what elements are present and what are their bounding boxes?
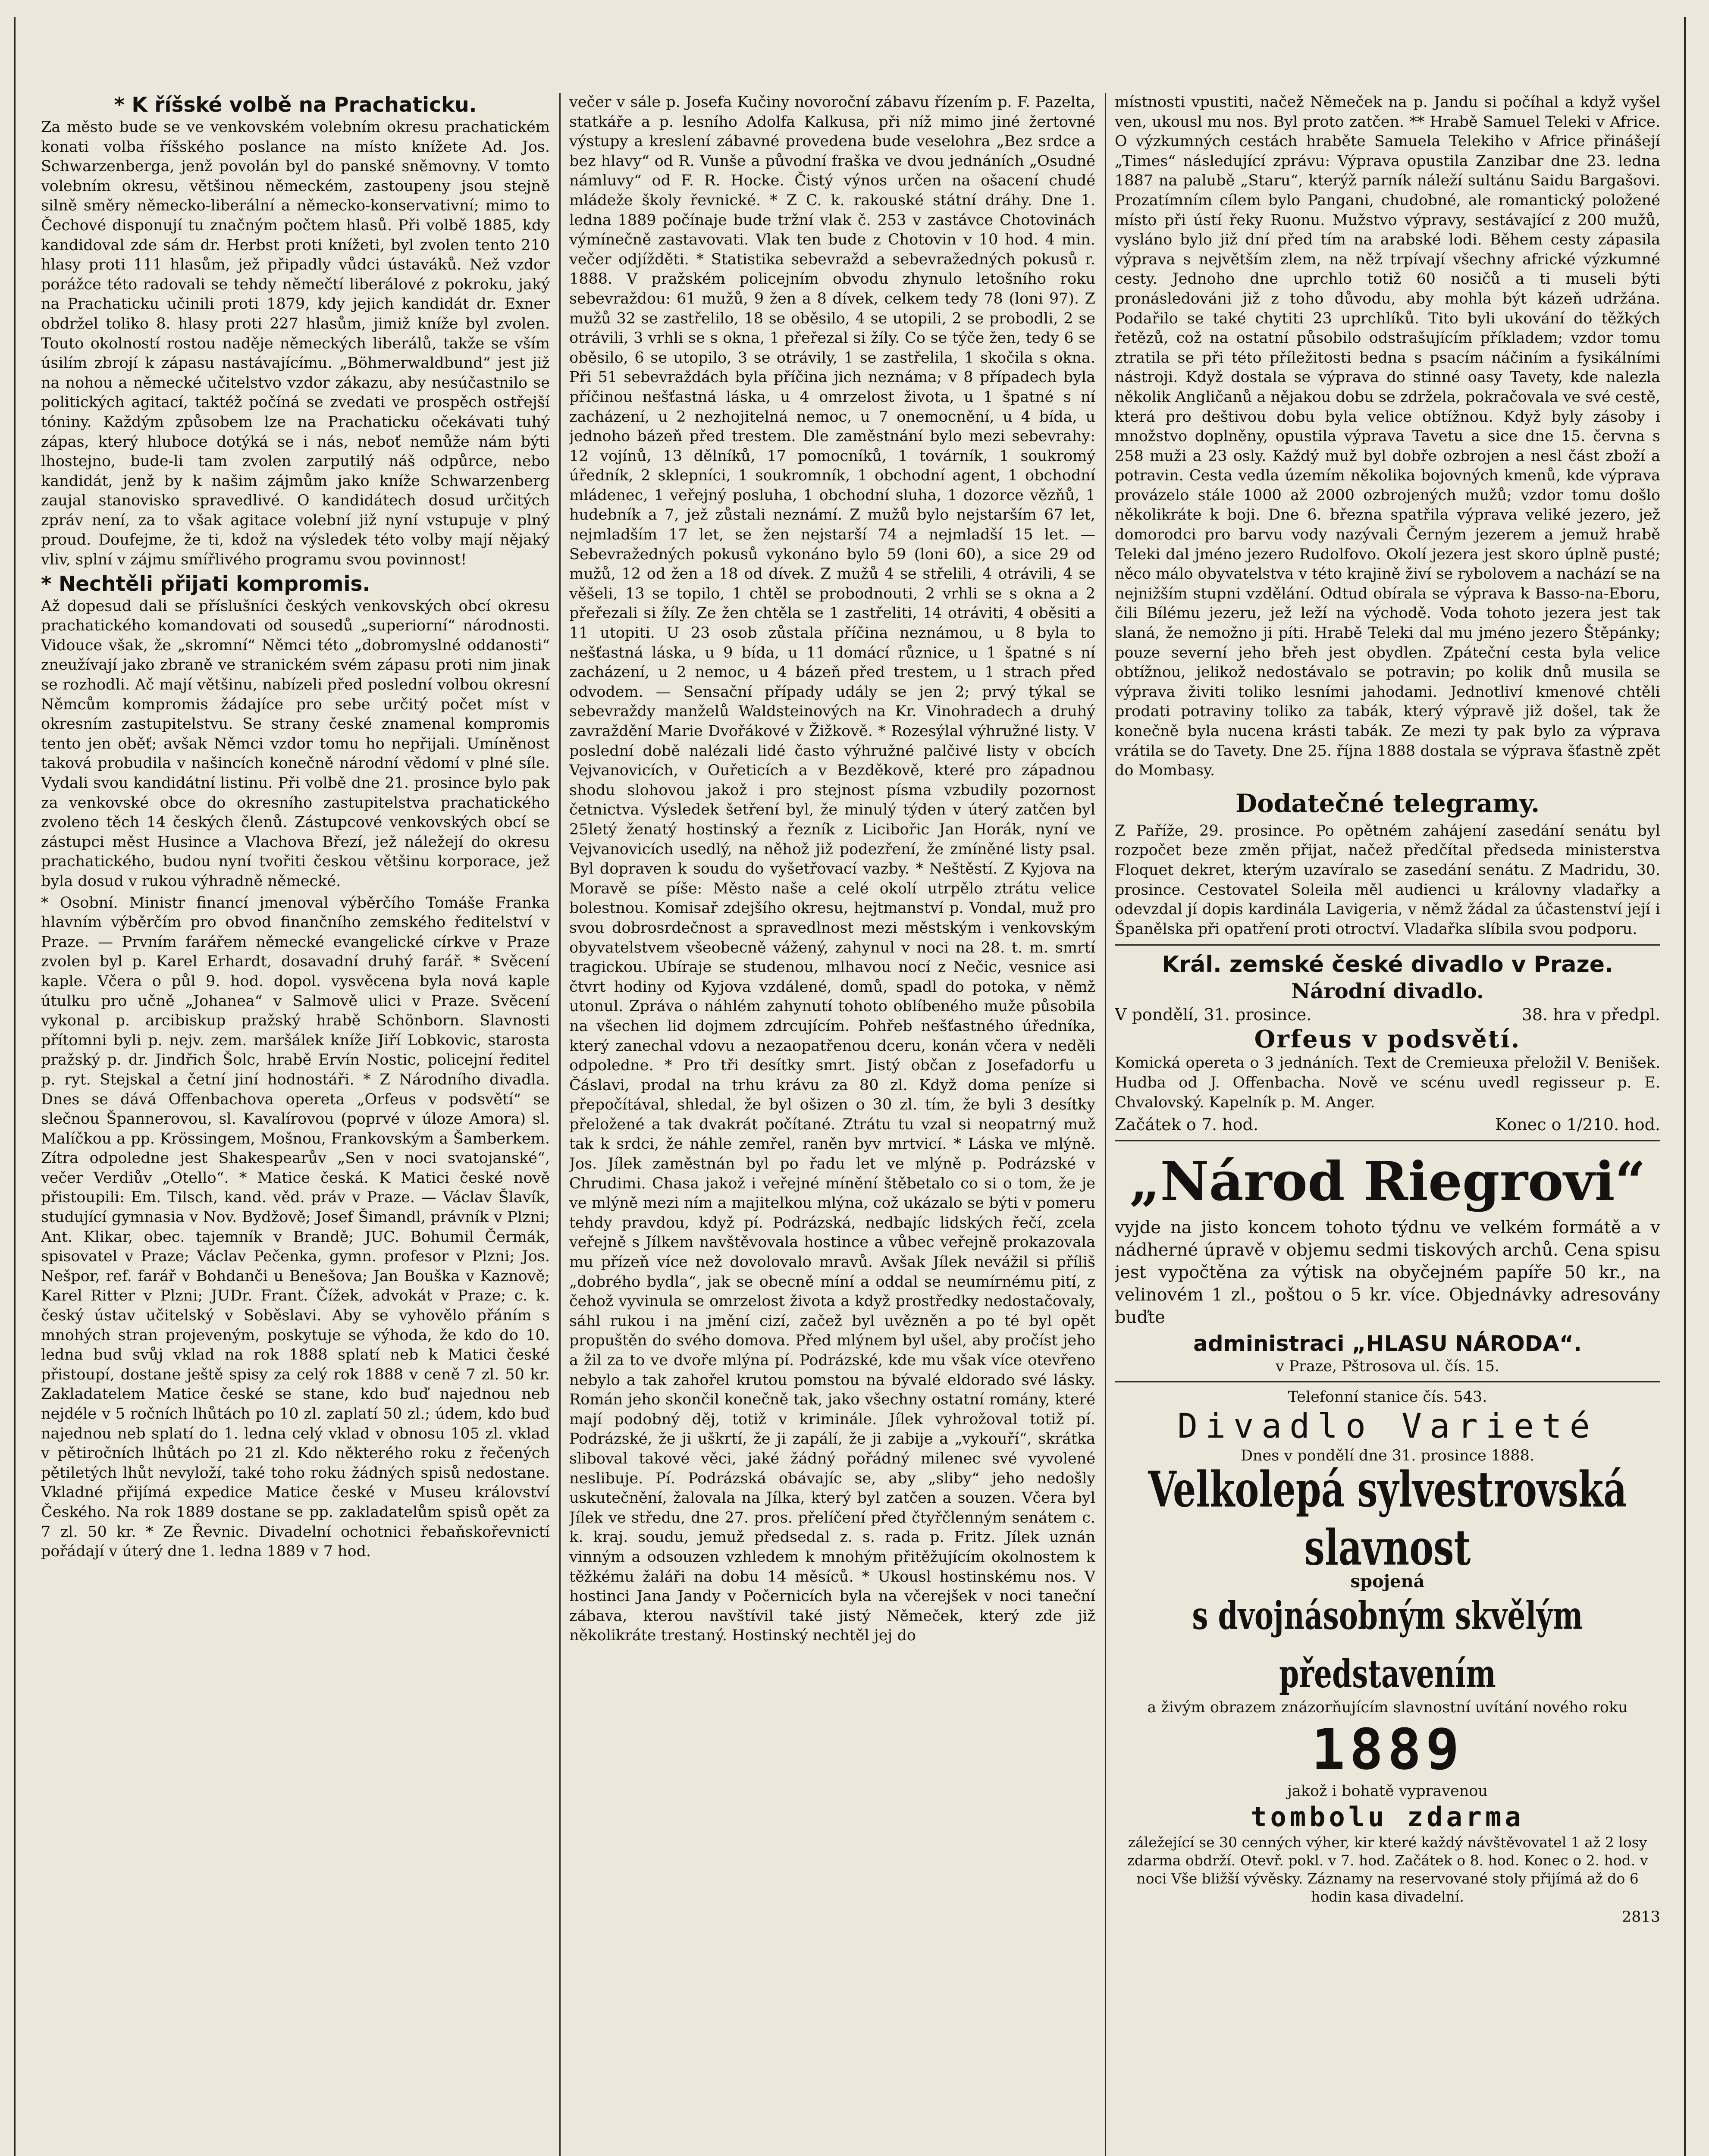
theatre-description: Komická opereta o 3 jednáních. Text de Cremieuxa přeložil V. Benišek. Hudba od J. Offenbacha. Nově ve scénu uvedl regisseur p. E. Chvalovský. Kapelník p. M. Anger. xyxy=(1115,1054,1660,1111)
phone-line: Telefonní stanice čís. 543. xyxy=(1288,1388,1487,1406)
column-divider xyxy=(1105,93,1106,2156)
column-middle xyxy=(569,93,1095,2156)
article-headline: * K říšské volbě na Prachaticku. xyxy=(114,93,477,117)
divider xyxy=(1115,944,1660,946)
tombola-title: tombolu zdarma xyxy=(1251,1801,1524,1833)
year-number: 1889 xyxy=(1311,1717,1464,1783)
ad-address: v Praze, Pštrosova ul. čís. 15. xyxy=(1275,1358,1500,1376)
celebration-sub: a živým obrazem znázorňujícím slavnostní uvítání nového roku xyxy=(1147,1699,1628,1717)
ad-title: „Národ Riegrovi“ xyxy=(1129,1150,1646,1213)
theatre-date-row xyxy=(1115,1004,1660,1025)
varietee-title: Divadlo Varieté xyxy=(1177,1407,1598,1446)
theatre-end: Konec o 1/210. hod. xyxy=(1495,1115,1660,1134)
news-notes: večer v sále p. Josefa Kučiny novoroční zábavu řízením p. F. Pazelta, statkáře a p. lesního Adolfa Kalkusa, při níž mimo jiné žertovné výstupy a kreslení zábavné provedena bude veselohra „Bez srdce a bez hlavy“ od R. Vunše a původní fraška ve dvou jednáních „Osudné námluvy“ od F. R. Hocke. Čistý výnos určen na ošacení chudé mládeže školy řevnické. * Z C. k. rakouské státní dráhy. Dne 1. ledna 1889 počínaje bude tržní vlak č. 253 v zastávce Chotovinách výmínečně zastavovati. Vlak ten bude z Chotovin v 10 hod. 4 min. večer odjížděti. * Statistika sebevražd a sebevražedných pokusů r. 1888. V pražském policejním obvodu zhynulo letošního roku sebevraždou: 61 mužů, 9 žen a 8 dívek, celkem tedy 78 (loni 97). Z mužů 32 se zastřelilo, 18 se oběsilo, 4 se utopili, 2 se probodli, 2 se otrávili, 3 vrhli se s okna, 1 přeřezal si žíly. Co se týče žen, tedy 6 se oběsilo, 6 se utopilo, 3 se otrávily, 1 se zastřelila, 1 skočila s okna. Při 51 sebevraždách byla příčina jich neznáma; v 8 případech byla příčinou nešťastná láska, u 4 omrzelost života, u 1 špatné s ní zacházení, u 2 nezhojitelná nemoc, u 7 onemocnění, u 4 bída, u jednoho bázeň před trestem. Dle zaměstnání bylo mezi sebevrahy: 12 vojínů, 13 dělníků, 17 pomocníků, 1 továrník, 1 soukromý úředník, 2 sklepníci, 1 soukromník, 1 obchodní agent, 1 obchodní mládenec, 1 veřejný posluha, 1 obchodní sluha, 1 dozorce vězňů, 1 hudebník a 7, jež zůstali neznámí. Z mužů bylo nejstarším 67 let, nejmladším 17 let, se žen nejstarší 74 a nejmladší 15 let. — Sebevražedných pokusů vykonáno bylo 59 (loni 60), a sice 29 od mužů, 12 od žen a 18 od dívek. Z mužů 4 se střelili, 4 otrávili, 4 se věšeli, 13 se topilo, 1 chtěl se probodnouti, 2 vrhli se s okna a 2 přeřezali si žíly. Ze žen chtěla se 1 zastřeliti, 14 otráviti, 4 oběsiti a 11 utopiti. U 23 osob zůstala příčina neznámou, u 8 byla to nešťastná láska, u 9 bída, u 11 domácí různice, u 1 špatné s ní zacházení, u 2 nemoc, u 4 bázeň před trestem, u 1 strach před odvodem. — Sensační případy udály se jen 2; prvý týkal se sebevraždy manželů Waldsteinových na Kr. Vinohradech a druhý zavraždění Marie Dvořákové v Žižkově. * Rozesýlal výhružné listy. V poslední době nalézali lidé často výhružné palčivé listy v obcích Vejvanovicích, v Ouřeticích a v Bezděkově, které pro západnou shodu slohovou jakož i pro stejnost písma vzbudily pozornost četnictva. Výsledek šetření byl, že minulý týden v úterý zatčen byl 25letý ženatý hostinský a řezník z Licibořic Jan Horák, nyní ve Vejvanovicích usedlý, na něhož již podezření, že zmíněné listy psal. Byl dopraven k soudu do vyšetřovací vazby. * Neštěstí. Z Kyjova na Moravě se píše: Město naše a celé okolí utrpělo ztrátu velice bolestnou. Komisař zdejšího okresu, hejtmanství p. Vondal, muž pro svou dobrosrdečnost a spravedlnost mezi městským i venkovským obyvatelstvem všeobecně vážený, zahynul v noci na 28. t. m. smrtí tragickou. Ubíraje se studenou, mlhavou nocí z Nečic, vesnice asi čtvrt hodiny od Kyjova vzdálené, domů, spadl do potoka, v němž utonul. Zpráva o náhlém zahynutí tohoto oblíbeného muže působila na všechen lid dojmem zdrcujícím. Pohřeb nešťastného úředníka, který zanechal vdovu a nezaopatřenou dceru, konán včera v neděli odpoledne. * Pro tři desítky smrt. Jistý občan z Josefadorfu u Čáslavi, prodal na trhu krávu za 80 zl. Když doma peníze si přepočítával, shledal, že byl ošizen o 30 zl. tím, že byli 3 desítky přeložené a tak dvakrát počítané. Ztrátu tu vzal si neopatrný muž tak k srdci, že náhle zemřel, raněn byv mrtvicí. * Láska ve mlýně. Jos. Jílek zaměstnán byl po řadu let ve mlýně p. Podrázské v Chrudimi. Chasa jakož i veřejné mínění štěbetalo co si o tom, že je ve mlýně mezi ním a majitelkou mlýna, což ukázalo se býti v pomeru tehdy pravdou, když pí. Podrázská, nedbajíc lidských řečí, zcela veřejně s Jílkem navštěvovala hostince a vůbec veřejně prokazovala mu přízeň více než dovolovalo mravů. Avšak Jílek nevážil si příliš „dobrého bydla“, jak se obecně míní a oddal se neumírnému pití, z čehož vyvinula se omrzelost života a když prostředky nedostačovaly, sáhl rukou i na jmění cizí, začež byl uvězněn a po té byl opět propuštěn do svého domova. Před mlýnem byl ušel, aby pročíst jeho a žil za to ve dvoře mlýna pí. Podrázské, kde mu však více otevřeno nebylo a tak zahořel krutou pomstou na bývalé eldorado své lásky. Román jeho skončil konečně tak, jako všechny ostatní romány, které mají podobný děj, totiž v kriminále. Jílek vyhrožoval totiž pí. Podrázské, že ji uškrtí, že ji zapálí, že ji zabije a „vykouří“, skrátka sliboval takové věci, jaké žádný pořádný milenec své vyvolené neslibuje. Pí. Podrázská obávajíc se, aby „sliby“ jeho nedošly uskutečnění, žalovala na Jílka, který byl zatčen a souzen. Včera byl Jílek ve středu, dne 27. pros. přelíčení před čtyřčlenným senátem c. k. kraj. soudu, jemuž předsedal z. s. rada p. Fritz. Jílek uznán vinným a odsouzen vzhledem k mnohým přitěžujícím okolnostem k těžkému žaláři na dobu 14 měsíců. * Ukousl hostinskému nos. V hostinci Jana Jandy v Počernicích byla na včerejšek v noci taneční zábava, kterou navštívil také jistý Němeček, který zde již několikráte trestaný. Hostinský nechtěl jej do xyxy=(569,94,1095,1645)
celebration-title: Velkolepá sylvestrovská slavnost xyxy=(1148,1460,1627,1576)
ad-ref-number: 2813 xyxy=(1621,1908,1660,1926)
article-body: Za město bude se ve venkovském volebním okresu prachatickém konati volba říšského poslance na místo knížete Ad. Jos. Schwarzenberga, jenž povolán byl do panské sněmovny. V tomto volebním okresu, většinou německém, zastoupeny jsou stejně silně směry německo-liberální a německo-konservativní; mimo to Čechové disponují tu značným počtem hlasů. Při volbě 1885, kdy kandidoval zde sám dr. Herbst proti knížeti, byl zvolen tento 210 hlasy proti 111 hlasům, jež připadly vůdci ústaváků. Než vzdor porážce této radovali se tehdy němečtí liberálové z pokroku, jaký na Prachaticku učinili proti 1879, kdy jejich kandidát dr. Exner obdržel toliko 8. hlasy proti 227 hlasům, jimiž kníže byl zvolen. Touto okolností rostou naděje německých liberálů, takže se vším úsilím zbrojí k zápasu nastávajícímu. „Böhmerwaldbund“ jest již na nohou a německé učitelstvo vzdor zákazu, aby nesúčastnilo se politických agitací, taktéž počíná se zvedati ve prospěch ostřejší tóniny. Každým způsobem lze na Prachaticku očekávati tuhý zápas, který hluboce dotýká se i nás, neboť nemůže nám býti lhostejno, bude-li tam zvolen zarputilý náš odpůrce, nebo kandidát, jenž by k našim zájmům jako kníže Schwarzenberg zaujal stanovisko spravedlivé. O kandidátech dosud určitých zpráv není, za to však agitace volební již nyní vstupuje v plný proud. Doufejme, že ti, kdož na výsledek této volby mají nějaký vliv, splní v zájmu smířlivého programu svou povinnost! xyxy=(41,119,550,569)
ad-admin: administraci „HLASU NÁRODA“. xyxy=(1193,1331,1582,1357)
celebration-joined: spojená xyxy=(1350,1571,1425,1592)
left-page-border xyxy=(14,17,16,2156)
theatre-start: Začátek o 7. hod. xyxy=(1115,1115,1258,1134)
column-right xyxy=(1115,93,1660,2156)
telegrams-title: Dodatečné telegramy. xyxy=(1235,788,1540,818)
theatre-subscription: 38. hra v předpl. xyxy=(1521,1005,1660,1025)
article-body: Až dopesud dali se příslušníci českých venkovských obcí okresu prachatického komandovati od sousedů „superiorní“ národnosti. Vidouce však, že „skromní“ Němci této „dobromyslné oddanosti“ zneužívají jako zbraně ve stranickém svém zápasu proti nim jinak se rozhodli. Ač mají většinu, nabízeli před poslední volbou okresní Němcům kompromis žádajíce pro sebe určitý počet míst v okresním zastupitelstvu. Se strany české znamenal kompromis tento jen oběť; avšak Němci vzdor tomu ho nepřijali. Umíněnost taková probudila v našincích konečně národní vědomí v plné síle. Vydali svou kandidátní listinu. Při volbě dne 21. prosince bylo pak za venkovské obce do okresního zastupitelstva prachatického zvoleno těch 14 českých členů. Zástupcové venkovských obcí se zástupci měst Husince a Vlachova Březí, jež náležejí do okresu prachatického, budou nyní tvořiti českou většinu korporace, jež byla dosud v rukou výhradně německé. xyxy=(41,597,550,890)
news-notes: * Osobní. Ministr financí jmenoval výběrčího Tomáše Franka hlavním výběrčím pro obvod finančního zemského ředitelství v Praze. — Prvním farářem německé evangelické církve v Praze zvolen byl p. Karel Erhardt, dosavadní druhý farář. * Svěcení kaple. Včera o půl 9. hod. dopol. vysvěcena byla nová kaple útulku pro učně „Johanea“ v Salmově ulici v Praze. Svěcení vykonal p. arcibiskup pražský hrabě Schönborn. Slavnosti přítomni byli p. nejv. zem. maršálek kníže Jiří Lobkovic, starosta pražský p. dr. Jindřich Šolc, hrabě Ervín Nostic, policejní ředitel p. ryt. Stejskal a četní jiní hodnostáři. * Z Národního divadla. Dnes se dává Offenbachova opereta „Orfeus v podsvětí“ se slečnou Špannerovou, sl. Kavalírovou (poprvé v úloze Amora) sl. Malíčkou a pp. Krössingem, Mošnou, Frankovským a Šamberkem. Zítra odpoledne jest Shakespearův „Sen v noci svatojanské“, večer Verdiův „Otello“. * Matice česká. K Matici české nově přistoupili: Em. Tilsch, kand. věd. práv v Praze. — Václav Šlavík, studující gymnasia v Nov. Bydžově; Josef Šimandl, právník v Plzni; Ant. Klikar, obec. tajemník v Brandě; JUC. Bohumil Čermák, spisovatel v Praze; Václav Pečenka, gymn. profesor v Plzni; Jos. Nešpor, ref. farář v Bohdanči u Benešova; Jan Bouška v Kaznově; Karel Ritter v Plzni; JUDr. Frant. Čížek, advokát v Praze; c. k. český ústav učitelský v Soběslavi. Aby se vyhovělo přáním s mnohých stran projeveným, poskytuje se výhoda, že kdo do 10. ledna bud svůj vklad na rok 1888 splatí neb k Matici české přistoupí, dostane ještě spisy za celý rok 1888 v ceně 7 zl. 50 kr. Zakladatelem Matice české se stane, kdo buď najednou neb nejdéle v 5 ročních lhůtách po 10 zl. zaplatí 50 zl.; údem, kdo buď najednou neb splatí do 1. ledna celý vklad v obnosu 105 zl. vklad v pětiročních lhůtách po 21 zl. Kdo některého roku z řečených pětiletých lhůt nevyloží, také toho roku žádných spisů nedostane. Vkladné přijímá expedice Matice české v Museu království Českého. Na rok 1889 dostane se pp. zakladatelům spisů opět za 7 zl. 50 kr. * Ze Řevnic. Divadelní ochotnici řebaňskořevnictí pořádají v úterý dne 1. ledna 1889 v 7 hod. xyxy=(41,894,550,1561)
column-divider xyxy=(559,93,561,2156)
column-left xyxy=(41,93,550,2156)
divider xyxy=(1115,1381,1660,1382)
news-notes: místnosti vpustiti, načež Němeček na p. Jandu si počíhal a když vyšel ven, ukousl mu nos. Byl proto zatčen. ** Hrabě Samuel Teleki v Africe. O výzkumných cestách hraběte Samuela Telekiho v Africe přinášejí „Times“ následující zprávu: Výprava opustila Zanzibar dne 23. ledna 1887 na palubě „Staru“, kterýž parník náleží sultánu Saidu Bargašovi. Prozatímním cílem bylo Pangani, chudobné, ale romantický položené místo při ústí řeky Ruonu. Mužstvo výpravy, sestávající z 200 mužů, vysláno bylo již dní před tím na arabské lodi. Během cesty zápasila výprava s největším zlem, na něž trpívají všechny africké výzkumné cesty. Jednoho dne uprchlo totiž 60 nosičů a ti museli býti pronásledováni již z toho důvodu, aby mohla být kázeň udržána. Podařilo se také chytiti 23 uprchlíků. Tito byli ukování do těžkých řetězů, což na ostatní působilo odstrašujícím příkladem; vzdor tomu ztratila se při této příležitosti bedna s psacím náčiním a fysikálními nástroji. Když dostala se výprava do stinné oasy Tavety, kde nalezla několik Angličanů a nějakou dobu se zdržela, pokračovala ve své cestě, která pro deštivou dobu byla velice obtížnou. Když byly zásoby i množstvo doplněny, opustila výprava Tavetu a sice dne 15. června s 258 muži a 23 osly. Každý muž byl dobře ozbrojen a nesl část zboží a potravin. Cesta vedla územím několika bojovných kmenů, kde výprava provázelo stále 1000 až 2000 ozbrojených mužů; vzdor tomu došlo několikráte k boji. Dne 6. března spatřila výprava veliké jezero, jež domorodci pro barvu vody nazývali Černým jezerem a jemuž hrabě Teleki dal jméno jezero Rudolfovo. Okolí jezera jest skoro úplně pusté; něco málo obyvatelstva v této krajině živí se rybolovem a nachází se na nejnižším stupni vzdělání. Odtud obírala se výprava k Basso-na-Eboru, čili Bílému jezeru, jež leží na východě. Voda tohoto jezera jest tak slaná, že nemožno ji píti. Hrabě Teleki dal mu jméno jezero Štěpánky; pouze severní jeho břeh jest obydlen. Zpáteční cesta byla velice obtížnou, jelikož nedostávalo se potravin; po kolik dnů musila se výprava živiti toliko lesními jahodami. Jednotliví kmenové chtěli prodati potraviny toliko za tabák, který výpravě již došel, tak že konečně byla nucena krásti tabák. Ze mezi ty pak bylo za výprava vrátila se do Tavety. Dne 25. října 1888 dostala se výprava šťastně zpět do Mombasy. xyxy=(1115,94,1660,780)
theatre-play-title: Orfeus v podsvětí. xyxy=(1254,1025,1521,1054)
theatre-subtitle: Národní divadlo. xyxy=(1291,979,1484,1004)
article-headline: * Nechtěli přijati kompromis. xyxy=(41,572,370,596)
theatre-date: V pondělí, 31. prosince. xyxy=(1115,1005,1312,1025)
telegrams-body: Z Paříže, 29. prosince. Po opětném zahájení zasedání senátu byl rozpočet beze změn přijat, načež předčítal předseda ministerstva Floquet dekret, kterým uzavíralo se zasedání senátu. Z Madridu, 30. prosince. Cestovatel Soleila měl audienci u královny vladařky a odevzdal jí dopis kardinála Lavigeria, v němž žádal za účastenství její i Španělska při opatření proti otroctví. Vladařka slíbila svou podporu. xyxy=(1115,822,1660,938)
varietee-details: záležející se 30 cenných výher, kir které každý návštěvovatel 1 až 2 losy zdarma obdrží. Otevř. pokl. v 7. hod. Začátek o 8. hod. Konec o 2. hod. v noci Vše bližší vývěsky. Záznamy na reservované stoly přijímá až do 6 hodin kasa divadelní. xyxy=(1127,1834,1648,1905)
ad-body: vyjde na jisto koncem tohoto týdnu ve velkém formátě a v nádherné úpravě v objemu sedmi tiskových archů. Cena spisu jest vypočtěna za výtisk na obyčejném papíře 50 kr., na velinovém 1 zl., poštou o 5 kr. více. Objednávky adresovány buďte xyxy=(1115,1218,1660,1328)
divider xyxy=(1115,1140,1660,1141)
celebration-title-2: s dvojnásobným skvělým představením xyxy=(1192,1592,1583,1697)
tombola-intro: jakož i bohatě vypravenou xyxy=(1287,1783,1488,1800)
theatre-title: Král. zemské české divadlo v Praze. xyxy=(1162,952,1613,978)
theatre-times-row xyxy=(1115,1114,1660,1135)
varietee-date: Dnes v pondělí dne 31. prosince 1888. xyxy=(1240,1447,1535,1465)
right-page-border xyxy=(1684,17,1686,2156)
